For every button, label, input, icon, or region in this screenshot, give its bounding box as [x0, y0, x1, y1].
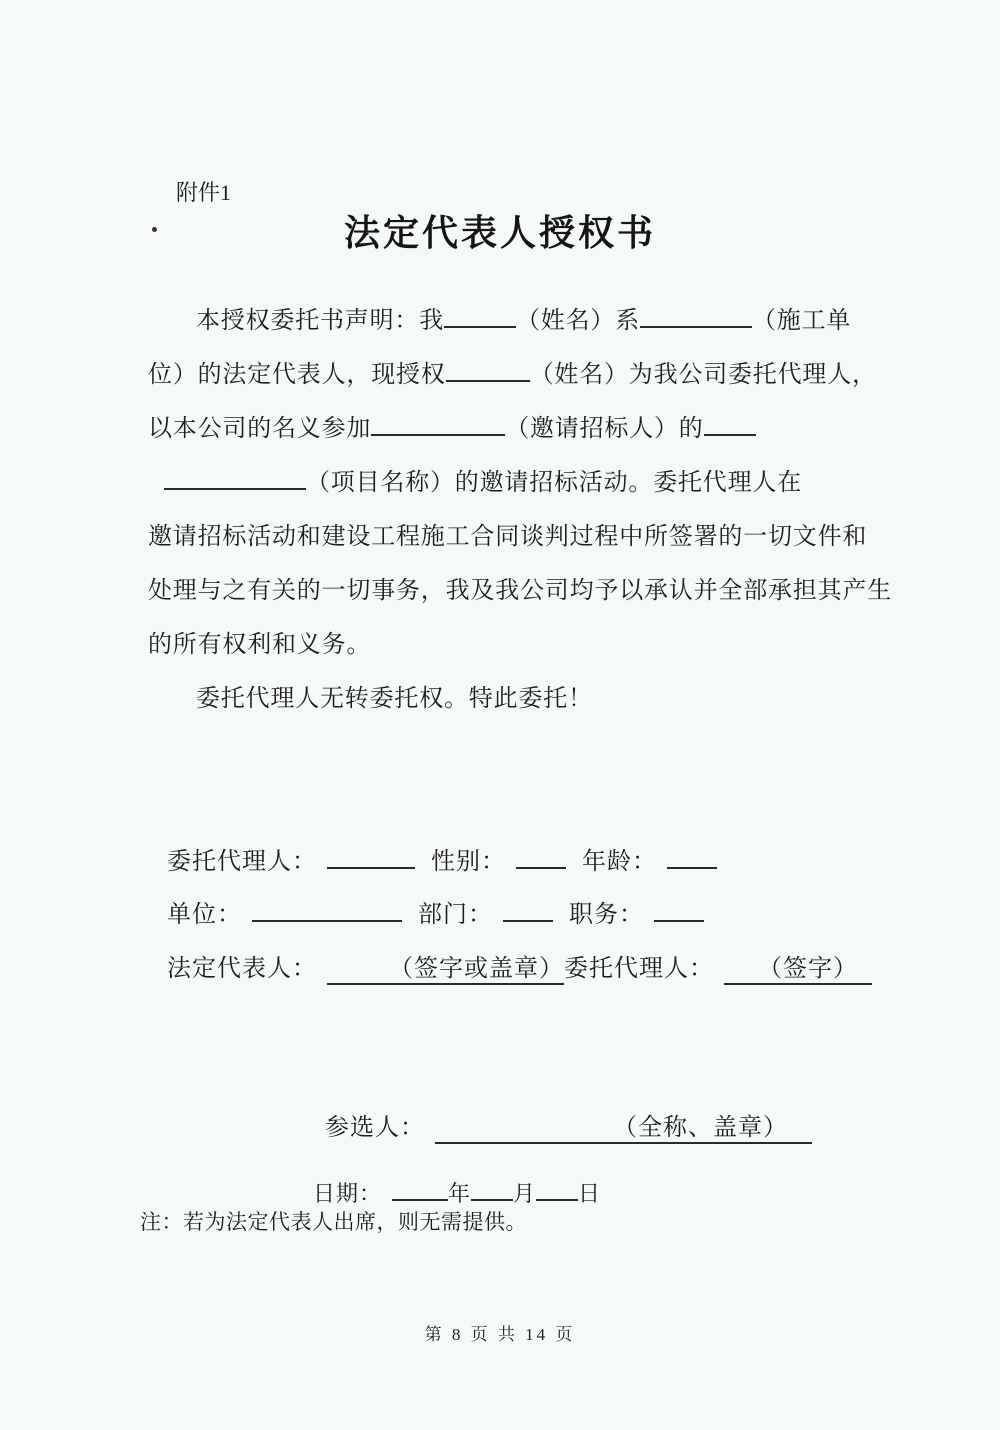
age-label: 年龄： — [582, 849, 657, 875]
month-label: 月 — [513, 1181, 537, 1206]
text-segment: （邀请招标人）的 — [505, 416, 704, 442]
full-name-seal-note: （全称、盖章） — [613, 1115, 788, 1141]
blank-field-name1 — [444, 304, 516, 328]
text-segment: 本授权委托书声明：我 — [196, 308, 444, 334]
spacer — [148, 489, 164, 490]
participant-label: 参选人： — [325, 1115, 425, 1141]
spacer — [788, 1134, 812, 1135]
text-segment: 位）的法定代表人，现授权 — [148, 362, 446, 388]
blank-field-position — [654, 898, 704, 922]
blank-field-agent-name — [327, 845, 415, 869]
paragraph-line — [148, 408, 756, 443]
paragraph-line — [148, 300, 851, 335]
paragraph-line — [148, 354, 877, 389]
blank-field-year — [392, 1179, 448, 1201]
agent2-label: 委托代理人： — [564, 956, 714, 982]
blank-field-project — [164, 466, 306, 490]
year-label: 年 — [448, 1181, 472, 1206]
agent-label: 委托代理人： — [167, 849, 317, 875]
legal-rep-signature-line — [327, 948, 564, 985]
participant-row — [325, 1107, 812, 1144]
attachment-label: 附件1 — [176, 180, 232, 205]
blank-field-inviter — [371, 412, 505, 436]
unit-label: 单位： — [167, 902, 242, 928]
blank-field-gender — [516, 845, 566, 869]
date-label: 日期： — [313, 1181, 383, 1206]
form-row-unit — [167, 894, 704, 929]
paragraph-line — [148, 678, 593, 713]
paragraph-line — [148, 462, 802, 497]
day-label: 日 — [578, 1181, 602, 1206]
form-row-agent — [167, 841, 717, 876]
paragraph-line — [148, 516, 867, 551]
text-segment: 邀请招标活动和建设工程施工合同谈判过程中所签署的一切文件和 — [148, 524, 868, 550]
blank-field-participant — [435, 1134, 613, 1135]
text-segment: 以本公司的名义参加 — [148, 416, 372, 442]
blank-field-age — [667, 845, 717, 869]
text-segment: （施工单 — [752, 308, 852, 334]
text-segment: （姓名）系 — [516, 308, 640, 334]
blank-field-legal-rep-sign — [327, 975, 389, 976]
gender-label: 性别： — [431, 849, 506, 875]
position-label: 职务： — [569, 902, 644, 928]
blank-field-company — [640, 304, 752, 328]
spacer — [858, 975, 872, 976]
footer-page-number: 第 8 页 共 14 页 — [424, 1325, 576, 1344]
participant-seal-line — [435, 1107, 812, 1144]
text-segment: （项目名称）的邀请招标活动。委托代理人在 — [306, 470, 802, 496]
blank-field-dept — [503, 898, 553, 922]
blank-field-continued — [704, 412, 756, 436]
text-segment: 委托代理人无转委托权。特此委托！ — [196, 686, 593, 712]
blank-field-unit — [252, 898, 402, 922]
document-title: 法定代表人授权书 — [343, 213, 656, 253]
sign-or-seal-note: （签字或盖章） — [389, 956, 564, 982]
blank-field-name2 — [446, 358, 530, 382]
blank-field-day — [536, 1179, 578, 1201]
agent-signature-line — [724, 948, 872, 985]
blank-field-month — [471, 1179, 513, 1201]
footnote-text: 注：若为法定代表人出席，则无需提供。 — [140, 1210, 527, 1234]
form-row-signatures — [167, 948, 872, 985]
sign-note: （签字） — [758, 956, 858, 982]
text-segment: （姓名）为我公司委托代理人， — [529, 362, 877, 388]
paragraph-line — [148, 570, 892, 605]
dept-label: 部门： — [418, 902, 493, 928]
footnote — [140, 1206, 527, 1236]
blank-field-agent-sign — [724, 975, 758, 976]
text-segment: 处理与之有关的一切事务，我及我公司均予以承认并全部承担其产生 — [148, 578, 892, 604]
paragraph-line — [148, 624, 371, 659]
text-segment: 的所有权利和义务。 — [148, 632, 372, 658]
legal-rep-label: 法定代表人： — [167, 956, 317, 982]
date-row — [313, 1177, 601, 1208]
